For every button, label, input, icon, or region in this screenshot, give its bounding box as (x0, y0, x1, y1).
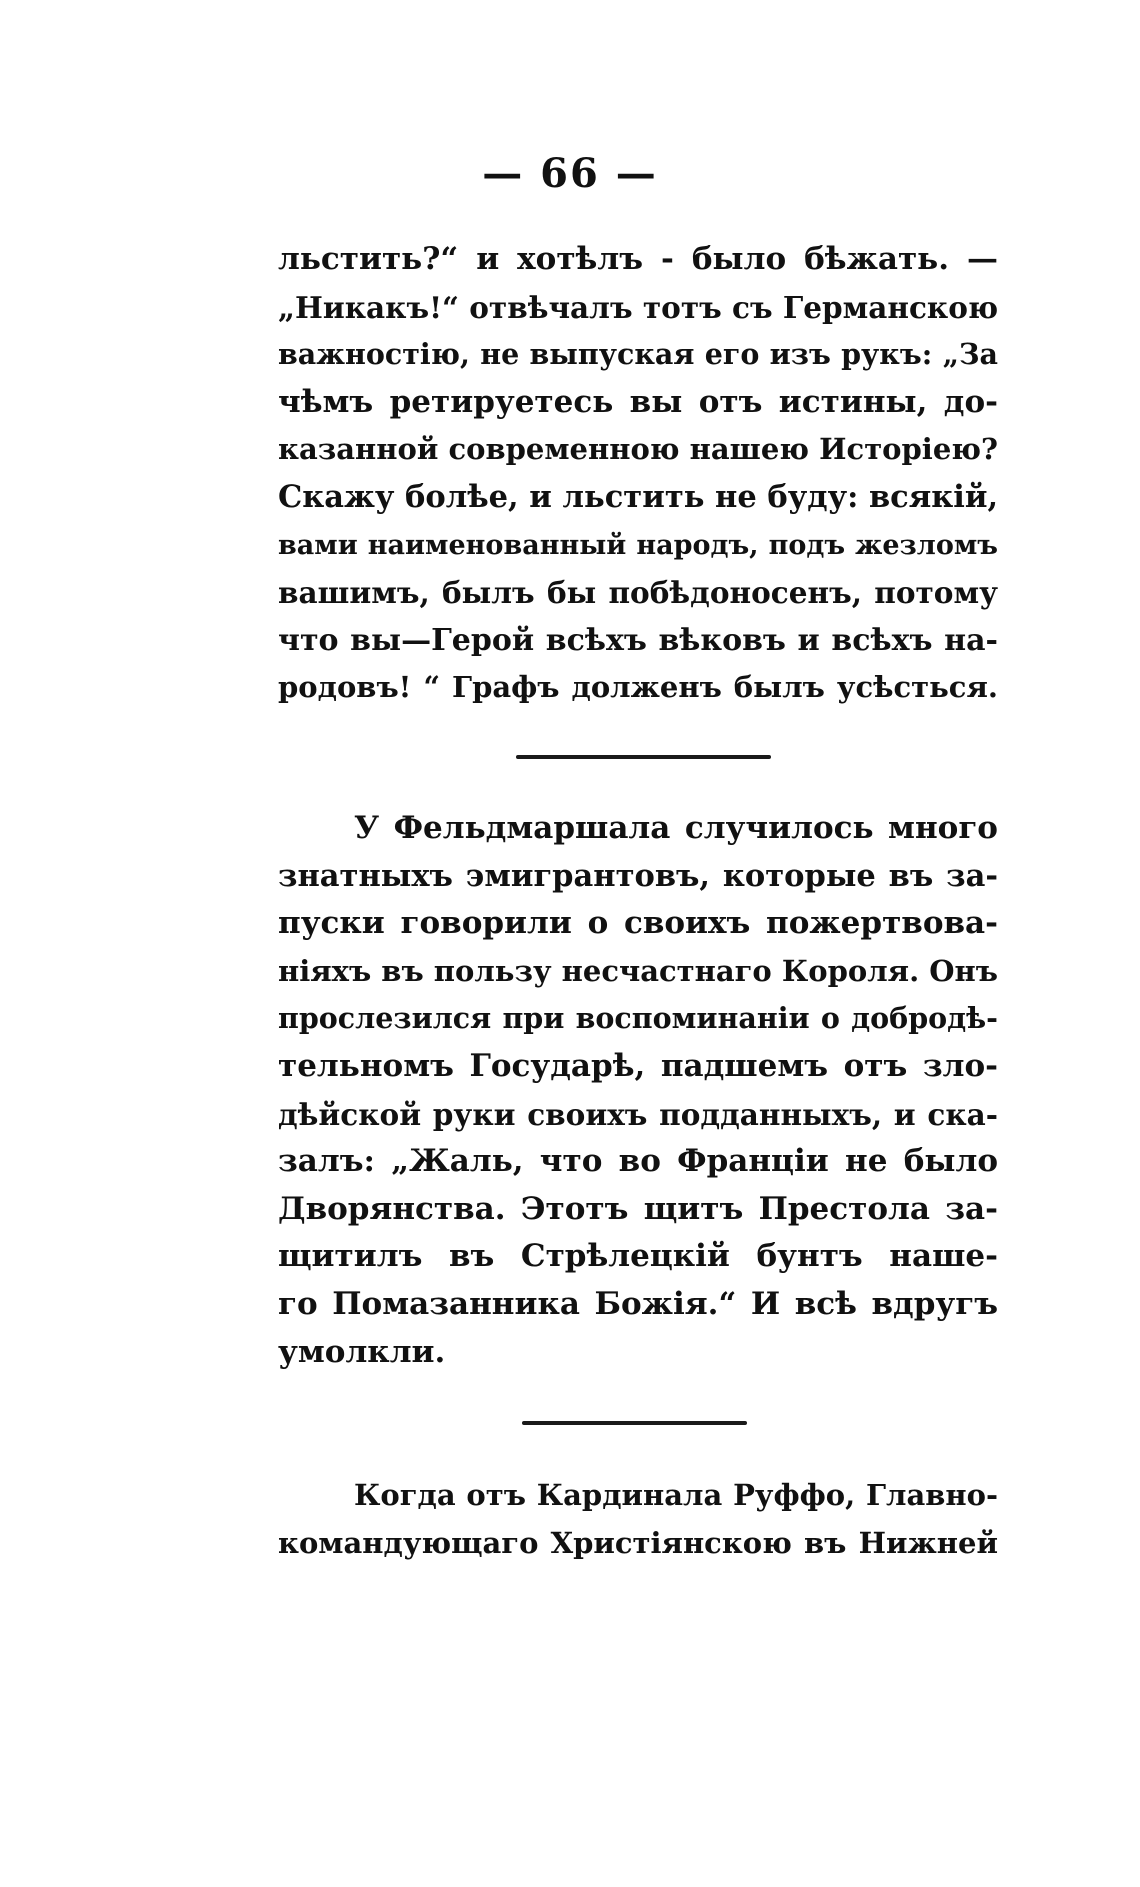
text-line: тельномъ Государѣ, падшемъ отъ зло- (278, 1047, 998, 1084)
text-line: залъ: „Жаль, что во Франціи не было (278, 1143, 998, 1180)
text-line: льстить?“ и хотѣлъ - было бѣжать. — (278, 241, 998, 277)
paragraph-3 (278, 1472, 998, 1567)
text-line: знатныхъ эмигрантовъ, которые въ за- (278, 857, 998, 894)
text-line: Когда отъ Кардинала Руффо, Главно- (354, 1478, 998, 1512)
paragraph-1 (278, 236, 998, 712)
text-line: ніяхъ въ пользу несчастнаго Короля. Онъ (278, 953, 998, 988)
text-line: Дворянства. Этотъ щитъ Престола за- (278, 1190, 998, 1227)
text-line: казанной современною нашею Исторіею? (278, 432, 998, 467)
text-line: вами наименованный народъ, подъ жезломъ (278, 529, 998, 561)
paragraph-2 (278, 805, 998, 1376)
text-line: щитилъ въ Стрѣлецкій бунтъ наше- (278, 1238, 998, 1275)
text-line: Скажу болѣе, и льстить не буду: всякій, (278, 478, 998, 515)
text-line: У Фельдмаршала случилось много (354, 810, 998, 846)
text-line: вашимъ, былъ бы побѣдоносенъ, потому (278, 575, 998, 611)
text-line: важностію, не выпуская его изъ рукъ: „За (278, 337, 998, 372)
text-line: чѣмъ ретируетесь вы отъ истины, до- (278, 383, 998, 420)
text-line: что вы—Герой всѣхъ вѣковъ и всѣхъ на- (278, 622, 998, 658)
text-line: родовъ! “ Графъ долженъ былъ усѣсться. (278, 670, 998, 705)
page-number: — 66 — (482, 150, 658, 197)
text-line: умолкли. (278, 1333, 446, 1370)
text-line: го Помазанника Божія.“ И всѣ вдругъ (278, 1285, 998, 1322)
text-line: прослезился при воспоминаніи о добродѣ- (278, 1001, 998, 1036)
section-divider (516, 755, 771, 759)
section-divider (522, 1421, 747, 1425)
text-line: „Никакъ!“ отвѣчалъ тотъ съ Германскою (278, 289, 998, 325)
text-line: командующаго Христіянскою въ Нижней (278, 1525, 998, 1560)
text-line: пуски говорили о своихъ пожертвова- (278, 905, 998, 942)
text-line: дѣйской руки своихъ подданныхъ, и ска- (278, 1096, 998, 1132)
